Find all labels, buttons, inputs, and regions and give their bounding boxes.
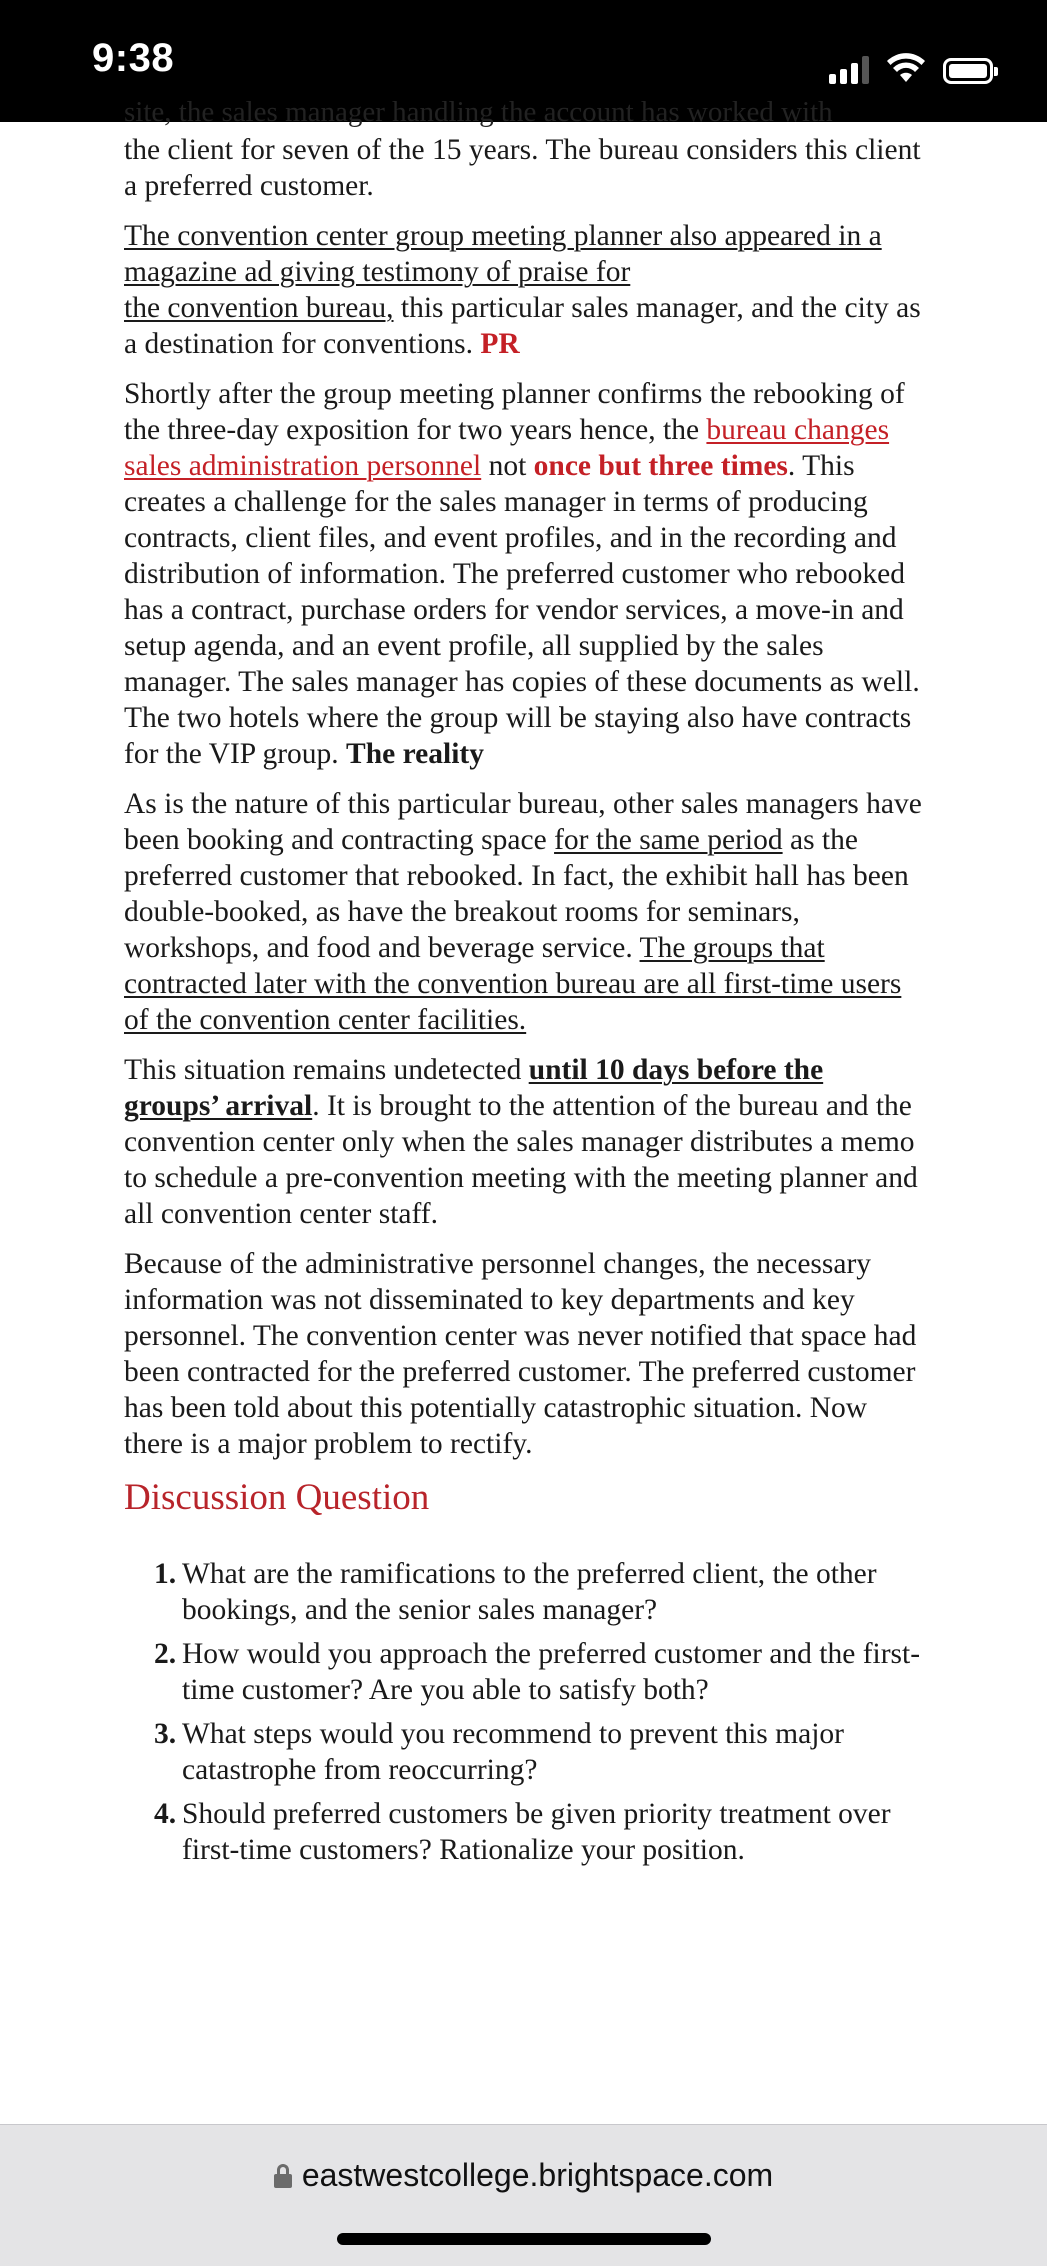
underlined-text: The groups that contracted later with the convention bureau are all first-time users of the convention center facilities. bbox=[124, 932, 902, 1036]
paragraph-6: Because of the administrative personnel changes, the necessary information was not disseminated to key departments and key personnel. The convention center was never notified that space had been contracted for the preferred customer. The preferred customer has been told about this potentially catastrophic situation. Now there is a major problem to rectify. bbox=[124, 1248, 917, 1460]
lock-icon bbox=[274, 2164, 292, 2188]
wifi-icon bbox=[887, 54, 925, 84]
pr-tag: PR bbox=[480, 328, 520, 360]
address-bar[interactable] bbox=[0, 2157, 1047, 2194]
list-item: 4. Should preferred customers be given priority treatment over first-time customers? Rationalize your position. bbox=[154, 1798, 891, 1866]
bold-text: The reality bbox=[346, 738, 484, 770]
paragraph-1: the client for seven of the 15 years. The bureau considers this client a preferred customer. bbox=[124, 134, 921, 202]
paragraph-3: Shortly after the group meeting planner confirms the rebooking of the three-day exposition for two years hence, the bureau changes sales administration personnel not once but three times. This creates a challenge for the sales manager in terms of producing contracts, client files, and event profiles, and in the recording and distribution of information. The preferred customer who rebooked has a contract, purchase orders for vendor services, a move-in and setup agenda, and an event profile, all supplied by the sales manager. The sales manager has copies of these documents as well. The two hotels where the group will be staying also have contracts for the VIP group. The reality bbox=[124, 378, 920, 770]
question-list bbox=[124, 1556, 924, 1868]
bureau-link[interactable]: bureau changes sales administration personnel bbox=[124, 414, 890, 482]
browser-toolbar bbox=[0, 2124, 1047, 2266]
status-icons bbox=[829, 50, 993, 84]
cellular-signal-icon bbox=[829, 54, 869, 84]
url-text[interactable]: eastwestcollege.brightspace.com bbox=[301, 2157, 774, 2193]
clipped-text-line: site, the sales manager handling the account has worked with bbox=[124, 96, 833, 128]
paragraph-4: As is the nature of this particular bureau, other sales managers have been booking and contracting space for the same period as the preferred customer that rebooked. In fact, the exhibit hall has been double-booked, as have the breakout rooms for seminars, workshops, and food and beverage service. The groups that contracted later with the convention bureau are all first-time users of the convention center facilities. bbox=[124, 788, 922, 1036]
paragraph-2: The convention center group meeting planner also appeared in a magazine ad giving testimony of praise for the convention bureau, this particular sales manager, and the city as a destination for conventions. PR bbox=[124, 220, 921, 360]
paragraph-5: This situation remains undetected until 10 days before the groups’ arrival. It is brought to the attention of the bureau and the convention center only when the sales manager distributes a memo to schedule a pre-convention meeting with the meeting planner and all convention center staff. bbox=[124, 1054, 918, 1230]
status-time: 9:38 bbox=[92, 36, 175, 80]
list-item: 1. What are the ramifications to the preferred client, the other bookings, and the senior sales manager? bbox=[154, 1558, 877, 1626]
list-item: 3. What steps would you recommend to prevent this major catastrophe from reoccurring? bbox=[154, 1718, 844, 1786]
underlined-text: the convention bureau, bbox=[124, 292, 394, 324]
home-indicator[interactable] bbox=[337, 2233, 711, 2245]
list-item: 2. How would you approach the preferred customer and the first-time customer? Are you able to satisfy both? bbox=[154, 1638, 921, 1706]
underlined-text: The convention center group meeting planner also appeared in a magazine ad giving testimony of praise for bbox=[124, 220, 882, 288]
highlight-text: once but three times bbox=[533, 450, 788, 482]
battery-icon bbox=[943, 58, 993, 84]
document-content bbox=[124, 132, 924, 1876]
section-title: Discussion Question bbox=[124, 1477, 430, 1518]
underlined-text: for the same period bbox=[554, 824, 783, 856]
bold-underlined-text: until 10 days before the groups’ arrival bbox=[124, 1054, 824, 1122]
